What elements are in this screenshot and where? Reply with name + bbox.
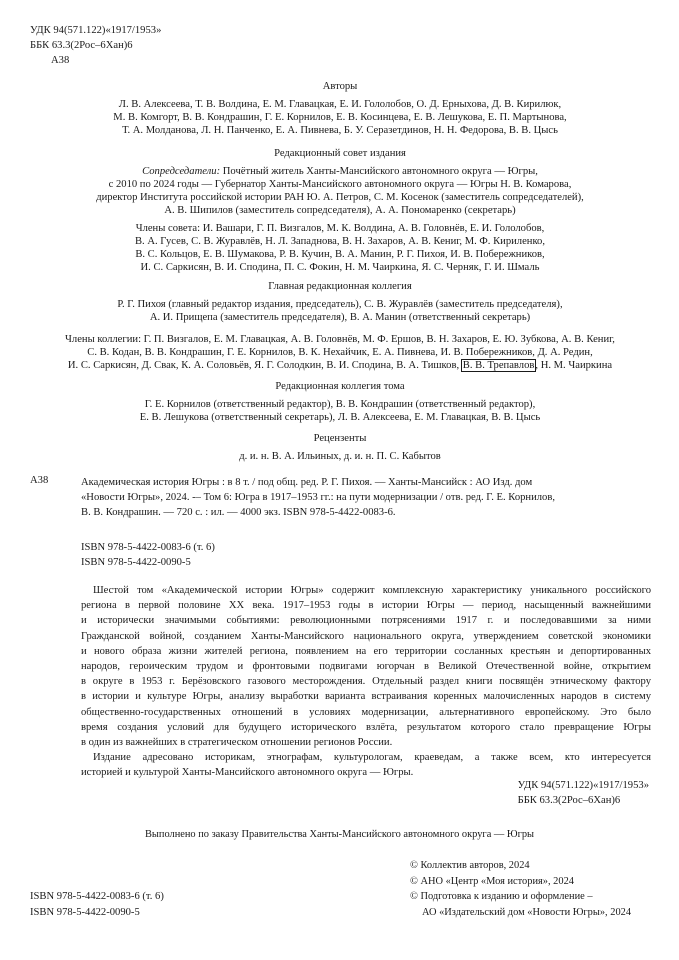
council-members-line: В. С. Кольцов, Е. В. Шумакова, Р. В. Кучин, В. А. Манин, Р. Г. Пихоя, И. В. Побережников, <box>135 249 545 260</box>
council-line: Сопредседатели: Почётный житель Ханты-Мансийского автономного округа — Югры, <box>142 166 538 177</box>
biblio-record <box>81 475 651 521</box>
order-line: Выполнено по заказу Правительства Ханты-Мансийского автономного округа — Югры <box>144 829 535 840</box>
board-heading: Главная редакционная коллегия <box>268 281 412 292</box>
annotation-line: Шестой том «Академической истории Югры» содержит комплексную характеристику уникального российского <box>93 585 651 596</box>
volume-board-heading: Редакционная коллегия тома <box>275 381 405 392</box>
isbn-mid <box>81 540 215 570</box>
annotation-line: общественно-государственных отношений в условиях модернизации, альтернативного европейскому. Это было <box>81 706 651 718</box>
council-heading: Редакционный совет издания <box>274 148 406 159</box>
biblio-line: Академическая история Югры : в 8 т. / под общ. ред. Р. Г. Пихоя. — Ханты-Мансийск : АО Изд. дом <box>81 477 533 488</box>
annotation-line: Гражданской войной, созданием Ханты-Мансийского национального округа, утверждением советской экономики <box>81 630 651 642</box>
annotation-line: в один из важнейших в стратегическом отношении регионов России. <box>81 737 393 749</box>
bottom-classification <box>518 778 649 808</box>
authors-heading: Авторы <box>322 81 358 92</box>
copyright-line: © АНО «Центр «Моя история», 2024 <box>410 875 574 887</box>
board-block <box>30 280 650 324</box>
council-block <box>30 147 650 217</box>
board-members-line: Члены коллегии: Г. П. Визгалов, Е. М. Главацкая, А. В. Головнёв, М. Ф. Ершов, В. Н. Захаров, Е. Ю. Зубкова, А. В. Кениг, <box>65 334 615 345</box>
annotation <box>81 583 651 781</box>
authors-line: М. В. Комгорт, В. В. Кондрашин, Г. Е. Корнилов, Е. В. Косинцева, Е. В. Лешукова, Е. П. Мартынова, <box>113 112 567 123</box>
council-line-text: Почётный житель Ханты-Мансийского автономного округа — Югры, <box>222 166 538 177</box>
board-members-line <box>30 359 650 372</box>
isbn-line: ISBN 978-5-4422-0090-5 <box>81 557 191 569</box>
annotation-line: народов, героическим трудом и фронтовыми подвигами югорчан в Великой Отечественной войне, открытием <box>81 661 651 673</box>
reviewers-line: д. и. н. В. А. Ильиных, д. и. н. П. С. Кабытов <box>239 451 441 462</box>
council-members-line: В. А. Гусев, С. В. Журавлёв, Н. Л. Западнова, В. Н. Захаров, А. В. Кениг, М. Ф. Кириленко, <box>134 236 546 247</box>
copyright-block <box>410 858 631 920</box>
audience-line: историей и культурой Ханты-Мансийского автономного округа — Югры. <box>81 767 414 779</box>
board-members-text: , Н. М. Чаиркина <box>535 360 613 371</box>
udk-code-top: УДК 94(571.122)«1917/1953» <box>30 25 162 36</box>
annotation-line: региона в первой половине XX века. 1917–1953 годы в истории Югры — период, насыщенный важнейшими <box>81 600 651 612</box>
annotation-line: в округе в 1953 г. Берёзовского газового месторождения. Отдельный раздел книги посвящён этническому фактору <box>81 676 651 688</box>
biblio-mark: А38 <box>30 475 49 486</box>
volume-board-line: Г. Е. Корнилов (ответственный редактор), В. В. Кондрашин (ответственный редактор), <box>144 399 536 410</box>
authors-line: Л. В. Алексеева, Т. В. Волдина, Е. М. Главацкая, Е. И. Гололобов, О. Д. Ерныхова, Д. В. Кирилюк, <box>118 99 562 110</box>
isbn-line: ISBN 978-5-4422-0083-6 (т. 6) <box>81 542 215 553</box>
annotation-line: и исторически значимыми событиями: революционными потрясениями 1917 г. и последовавшими за ними <box>81 615 651 627</box>
volume-board-block <box>30 380 650 424</box>
copyright-line: © Коллектив авторов, 2024 <box>410 860 530 871</box>
authors-block <box>30 80 650 137</box>
volume-board-line: Е. В. Лешукова (ответственный секретарь), Л. В. Алексеева, Е. М. Главацкая, В. В. Цысь <box>139 412 541 423</box>
reviewers-block <box>30 432 650 463</box>
isbn-bottom <box>30 889 164 921</box>
council-members-line: Члены совета: И. Вашари, Г. П. Визгалов, М. К. Волдина, А. В. Головнёв, Е. И. Гололобов, <box>135 223 545 234</box>
author-mark-top: А38 <box>51 55 70 66</box>
bbk-code-bottom: ББК 63.3(2Рос–6Хан)6 <box>517 795 621 807</box>
reviewers-heading: Рецензенты <box>313 433 367 444</box>
board-members-line: С. В. Кодан, В. В. Кондрашин, Г. Е. Корнилов, В. К. Нехайчик, Е. А. Пивнева, И. В. Побережников, Д. А. Редин, <box>87 347 593 358</box>
udk-code-bottom: УДК 94(571.122)«1917/1953» <box>517 780 649 791</box>
annotation-line: в истории и культуре Югры, анализу выработки варианта встраивания коренных малочисленных народов в систему <box>81 691 651 703</box>
copyright-line: © Подготовка к изданию и оформление – <box>410 891 593 902</box>
boxed-name: В. В. Трепавлов <box>462 360 535 371</box>
council-line: директор Института российской истории РАН Ю. А. Петров, С. М. Косенок (заместитель сопредседателей), <box>96 192 584 203</box>
board-members-text: И. С. Саркисян, Д. Свак, К. А. Соловьёв, Я. Г. Солодкин, В. И. Сподина, В. А. Тишков, <box>67 360 460 371</box>
isbn-line: ISBN 978-5-4422-0090-5 <box>30 907 140 918</box>
board-line: Р. Г. Пихоя (главный редактор издания, председатель), С. В. Журавлёв (заместитель председателя), <box>117 299 563 310</box>
council-line: А. В. Шипилов (заместитель сопредседателя), А. А. Пономаренко (секретарь) <box>164 205 516 216</box>
board-line: А. И. Прищепа (заместитель председателя), В. А. Манин (ответственный секретарь) <box>149 312 531 323</box>
biblio-line: В. В. Кондрашин. — 720 с. : ил. — 4000 экз. ISBN 978-5-4422-0083-6. <box>81 507 396 519</box>
board-members-block <box>30 333 650 372</box>
council-members-line: И. С. Саркисян, В. И. Сподина, П. С. Фокин, Н. М. Чаиркина, Я. С. Черняк, Г. И. Шмаль <box>140 262 540 273</box>
audience-line: Издание адресовано историкам, этнографам, культурологам, краеведам, а также всем, кто интересуется <box>93 752 651 764</box>
copyright-line: АО «Издательский дом «Новости Югры», 2024 <box>422 906 632 918</box>
annotation-line: время создания условий для будущего исторического взлёта, результатом которого стало превращение Югры <box>81 721 651 733</box>
biblio-line: «Новости Югры», 2024. -– Том 6: Югра в 1917–1953 гг.: на пути модернизации / отв. ред. Г. Е. Корнилов, <box>81 492 556 504</box>
authors-line: Т. А. Молданова, Л. Н. Панченко, Е. А. Пивнева, Б. У. Серазетдинов, Н. Н. Федорова, В. В. Цысь <box>122 125 558 136</box>
annotation-line: и нового образа жизни жителей региона, появлением на его территории сосланных крестьян и депортированных <box>81 645 651 657</box>
council-members-block <box>30 222 650 274</box>
council-line: с 2010 по 2024 годы — Губернатор Ханты-Мансийского автономного округа — Югры Н. В. Комарова, <box>108 179 572 190</box>
isbn-line: ISBN 978-5-4422-0083-6 (т. 6) <box>30 891 164 902</box>
bbk-code-top: ББК 63.3(2Рос–6Хан)6 <box>30 40 133 51</box>
